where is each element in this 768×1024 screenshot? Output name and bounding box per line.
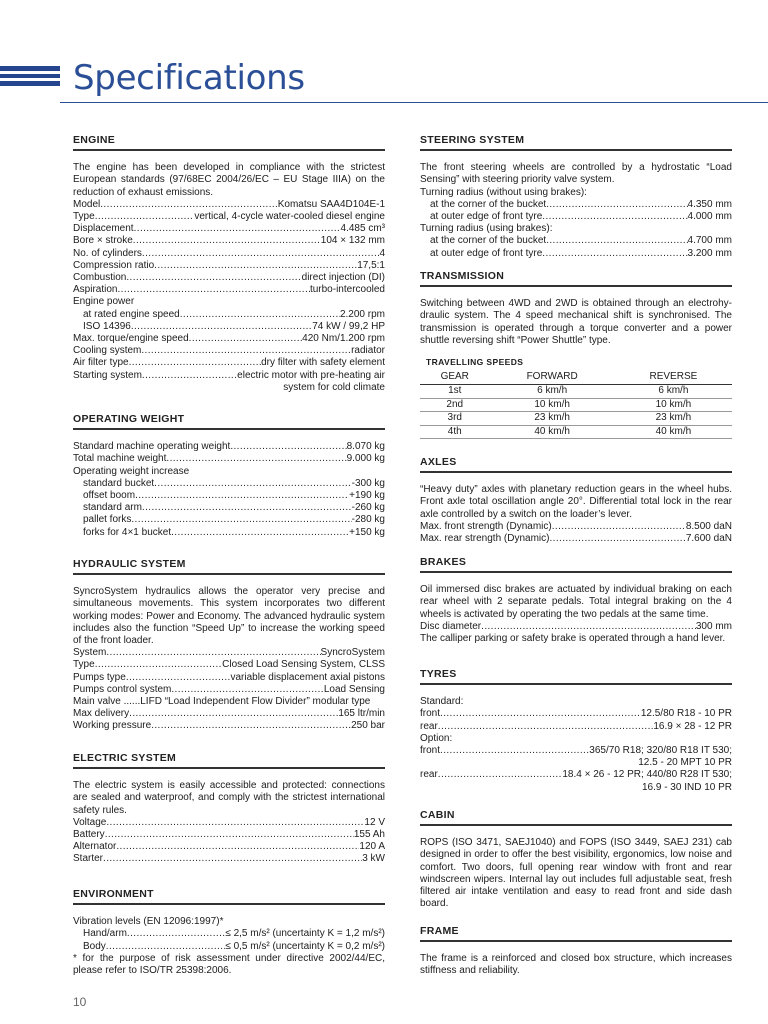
spec-value: 4.485 cm³	[340, 223, 385, 235]
footnote: * for the purpose of risk assessment under directive 2002/44/EC, please refer to ISO/TR 25398:2006.	[73, 952, 385, 977]
section-intro: Switching between 4WD and 2WD is obtained through an electrohy-draulic system. The 4 speed mechanical shift is synchronised. The transmission is operated through a torque converter and a power shuttle reversing shift “Power Shuttle” type.	[420, 298, 732, 346]
spec-row	[73, 357, 385, 369]
table-cell: 40 km/h	[489, 425, 614, 439]
spec-label: Body	[83, 940, 106, 952]
table-cell: 6 km/h	[615, 385, 732, 399]
spec-label: Max. rear strength (Dynamic)	[420, 533, 550, 545]
spec-value: 420 Nm/1.200 rpm	[302, 333, 385, 345]
spec-value: 3 kW	[362, 853, 385, 865]
spec-label: at the corner of the bucket	[430, 198, 547, 210]
spec-row	[73, 817, 385, 829]
spec-label: at outer edge of front tyre	[430, 247, 543, 259]
page-number: 10	[73, 995, 87, 1009]
spec-value: direct injection (DI)	[301, 272, 385, 284]
spec-value: 12 V	[364, 816, 385, 828]
transmission-section	[420, 270, 732, 439]
spec-value: 104 × 132 mm	[320, 235, 385, 247]
tyres-section	[420, 668, 732, 794]
environment-section	[73, 888, 385, 977]
spec-row	[73, 321, 385, 333]
spec-label: pallet forks	[83, 514, 132, 526]
spec-label: front	[420, 708, 441, 720]
spec-value: Closed Load Sensing System, CLSS	[222, 659, 385, 671]
brakes-section	[420, 556, 732, 645]
spec-value: 8.070 kg	[346, 441, 385, 453]
spec-value: 120 A	[359, 841, 385, 853]
spec-row	[73, 708, 385, 720]
spec-row	[73, 223, 385, 235]
spec-value: vertical, 4-cycle water-cooled diesel engine	[194, 211, 385, 223]
section-heading: ENGINE	[73, 134, 385, 151]
spec-label: Combustion	[73, 272, 127, 284]
spec-label: Model	[73, 198, 101, 210]
spec-label: Starter	[73, 853, 104, 865]
spec-row	[420, 533, 732, 545]
spec-value: 12.5/80 R18 - 10 PR	[640, 708, 732, 720]
spec-row	[73, 841, 385, 853]
spec-label: Compression ratio	[73, 259, 155, 271]
spec-label: forks for 4×1 bucket	[83, 526, 172, 538]
table-cell: 1st	[420, 385, 489, 399]
spec-value: Load Sensing	[323, 683, 385, 695]
spec-row	[420, 521, 732, 533]
table-cell: 23 km/h	[615, 412, 732, 426]
column-header: GEAR	[420, 370, 489, 385]
section-intro: The front steering wheels are controlled by a hydrostatic “Load Sensing” with steering priority valve system.	[420, 162, 732, 186]
section-heading: FRAME	[420, 925, 732, 942]
spec-row: rear ..... 18.4 × 26 - 12 PR; 440/80 R28 IT 530;	[420, 769, 732, 781]
table-row	[420, 412, 732, 426]
spec-row	[73, 829, 385, 841]
table-cell: 2nd	[420, 398, 489, 412]
table-row	[420, 385, 732, 399]
spec-label: Total machine weight	[73, 453, 167, 465]
section-heading: CABIN	[420, 809, 732, 826]
spec-label: Max. front strength (Dynamic)	[420, 520, 552, 532]
section-heading: TRANSMISSION	[420, 270, 732, 287]
table-header-row	[420, 370, 732, 385]
spec-label: Pumps type	[73, 671, 126, 683]
spec-label: Main valve ......LIFD “Load Independent Flow Divider” modular type	[73, 696, 371, 708]
spec-value: 8.500 daN	[685, 520, 732, 532]
spec-row	[420, 708, 732, 720]
spec-row	[73, 272, 385, 284]
spec-row	[420, 248, 732, 260]
frame-section	[420, 925, 732, 978]
spec-value: 4.350 mm	[687, 198, 732, 210]
header-rule	[60, 102, 768, 103]
spec-row	[73, 941, 385, 953]
spec-label: Operating weight increase	[73, 465, 190, 477]
spec-label: Type	[73, 659, 95, 671]
spec-row	[73, 478, 385, 490]
spec-value: electric motor with pre-heating air	[237, 369, 385, 381]
spec-row	[73, 235, 385, 247]
spec-label: Standard:	[420, 696, 464, 708]
spec-label: Option:	[420, 732, 453, 744]
spec-row	[73, 684, 385, 696]
spec-label: Pumps control system	[73, 683, 172, 695]
spec-value: 4.000 mm	[687, 211, 732, 223]
spec-label: Type	[73, 211, 95, 223]
spec-label: Displacement	[73, 223, 134, 235]
column-header: REVERSE	[615, 370, 732, 385]
spec-row	[73, 647, 385, 659]
spec-row	[73, 928, 385, 940]
header-bars-decoration	[0, 66, 60, 92]
spec-continuation: 16.9 - 30 IND 10 PR	[641, 781, 732, 793]
spec-row	[73, 441, 385, 453]
spec-value: -300 kg	[351, 477, 385, 489]
spec-label: Turning radius (using brakes):	[420, 223, 553, 235]
table-cell: 4th	[420, 425, 489, 439]
spec-value: dry filter with safety element	[261, 357, 385, 369]
spec-row	[73, 696, 385, 708]
spec-value: 165 ltr/min	[338, 708, 385, 720]
axles-section	[420, 456, 732, 545]
cabin-section	[420, 809, 732, 910]
spec-value: 3.200 mm	[687, 247, 732, 259]
spec-label: Starting system	[73, 369, 142, 381]
spec-value: 74 kW / 99,2 HP	[312, 320, 385, 332]
spec-row	[73, 659, 385, 671]
section-intro: The engine has been developed in compliance with the strictest European standards (97/68EC 2004/26/EC – EU Stage IIIA) on the reduction of exhaust emissions.	[73, 162, 385, 198]
spec-row	[420, 199, 732, 211]
spec-row	[73, 199, 385, 211]
spec-value: SyncroSystem	[320, 647, 385, 659]
spec-row	[73, 672, 385, 684]
page-title: Specifications	[73, 58, 305, 98]
spec-value: 17,5:1	[357, 259, 385, 271]
spec-label: Air filter type	[73, 357, 129, 369]
spec-value: 4.700 mm	[687, 235, 732, 247]
engine-section	[73, 134, 385, 394]
electric-section	[73, 752, 385, 866]
section-heading: TYRES	[420, 668, 732, 685]
spec-value: radiator	[351, 345, 385, 357]
section-intro: The electric system is easily accessible and protected: connections are sealed and waterproof, and comply with the strictest international safety rules.	[73, 780, 385, 816]
spec-label: Standard machine operating weight	[73, 441, 231, 453]
spec-label: Bore × stroke	[73, 235, 133, 247]
table-cell: 10 km/h	[489, 398, 614, 412]
spec-row: Disc diameter ..... 300 mm	[420, 621, 732, 633]
spec-value: Komatsu SAA4D104E-1	[277, 198, 385, 210]
spec-label: Voltage	[73, 816, 107, 828]
spec-label: Turning radius (without using brakes):	[420, 186, 587, 198]
operating-weight-section	[73, 413, 385, 539]
spec-continuation: system for cold climate	[283, 381, 385, 393]
spec-value: variable displacement axial pistons	[230, 671, 385, 683]
spec-label: rear	[420, 720, 438, 732]
table-caption: TRAVELLING SPEEDS	[426, 357, 524, 368]
spec-label: standard arm	[83, 502, 142, 514]
spec-row	[73, 527, 385, 539]
spec-continuation: 12.5 - 20 MPT 10 PR	[638, 757, 732, 769]
table-cell: 40 km/h	[615, 425, 732, 439]
spec-value: -260 kg	[351, 502, 385, 514]
spec-label: offset boom	[83, 490, 136, 502]
table-cell: 3rd	[420, 412, 489, 426]
spec-value: 250 bar	[351, 720, 385, 732]
spec-label: Vibration levels (EN 12096:1997)*	[73, 916, 224, 928]
spec-row	[73, 284, 385, 296]
section-heading: AXLES	[420, 456, 732, 473]
spec-row	[73, 211, 385, 223]
section-intro: ROPS (ISO 3471, SAEJ1040) and FOPS (ISO 3449, SAEJ 231) cab designed in order to offer the best visibility, ergonomics, low noise and comfort. Two doors, full opening rear window with front and rear windscreen wipers. Internal lay out includes full adjustable seat, fresh filtered air intake ventilation and easy to read front and side dash board.	[420, 837, 732, 910]
spec-row	[73, 502, 385, 514]
spec-label: Max. torque/engine speed	[73, 333, 189, 345]
travelling-speeds-table	[420, 370, 732, 439]
table-cell: 10 km/h	[615, 398, 732, 412]
spec-value: ≤ 2,5 m/s² (uncertainty K = 1,2 m/s²)	[225, 928, 385, 940]
spec-label: Engine power	[73, 296, 135, 308]
spec-value: -280 kg	[351, 514, 385, 526]
spec-row	[420, 235, 732, 247]
table-cell: 23 km/h	[489, 412, 614, 426]
spec-label: No. of cylinders	[73, 247, 142, 259]
hydraulic-section	[73, 558, 385, 733]
spec-row	[73, 720, 385, 732]
spec-label: Alternator	[73, 841, 117, 853]
section-heading: OPERATING WEIGHT	[73, 413, 385, 430]
spec-value: 9.000 kg	[346, 453, 385, 465]
spec-value: +190 kg	[349, 490, 385, 502]
spec-row	[73, 453, 385, 465]
spec-value: +150 kg	[349, 526, 385, 538]
section-heading: HYDRAULIC SYSTEM	[73, 558, 385, 575]
spec-row	[73, 333, 385, 345]
column-header: FORWARD	[489, 370, 614, 385]
section-heading: BRAKES	[420, 556, 732, 573]
spec-value: 2.200 rpm	[339, 308, 385, 320]
spec-value: turbo-intercooled	[309, 284, 385, 296]
spec-value: 7.600 daN	[685, 533, 732, 545]
spec-label: Battery	[73, 829, 105, 841]
table-row	[420, 425, 732, 439]
spec-row	[73, 248, 385, 260]
steering-section	[420, 134, 732, 260]
spec-row	[420, 211, 732, 223]
spec-label: Max delivery	[73, 708, 130, 720]
section-note: The calliper parking or safety brake is operated through a hand lever.	[420, 633, 726, 645]
table-row	[420, 398, 732, 412]
spec-label: System	[73, 647, 107, 659]
spec-row	[73, 345, 385, 357]
spec-row	[73, 370, 385, 382]
spec-label: Hand/arm	[83, 928, 127, 940]
spec-value: 4	[379, 247, 385, 259]
table-cell: 6 km/h	[489, 385, 614, 399]
spec-row	[420, 721, 732, 733]
spec-label: Cooling system	[73, 345, 142, 357]
section-intro: “Heavy duty” axles with planetary reduction gears in the wheel hubs. Front axle total oscillation angle 20°. Differential total lock in the rear axle controlled by a switch on the loader’s lever.	[420, 484, 732, 520]
spec-label: ISO 14396	[83, 320, 131, 332]
spec-row: front ..... 365/70 R18; 320/80 R18 IT 530;	[420, 745, 732, 757]
section-intro: Oil immersed disc brakes are actuated by individual braking on each rear wheel with 2 separate pedals. Total integral braking on the 4 wheels is activated by operating the two pedals at the same time.	[420, 584, 732, 620]
spec-label: at outer edge of front tyre	[430, 211, 543, 223]
spec-row	[73, 490, 385, 502]
spec-label: Aspiration	[73, 284, 118, 296]
section-heading: ELECTRIC SYSTEM	[73, 752, 385, 769]
spec-row	[73, 309, 385, 321]
section-heading: STEERING SYSTEM	[420, 134, 732, 151]
spec-row	[73, 853, 385, 865]
spec-label: at rated engine speed	[83, 308, 180, 320]
spec-row	[73, 514, 385, 526]
section-intro: SyncroSystem hydraulics allows the operator very precise and simultaneous movements. This system incorporates two different working modes: Power and Economy. The advanced hydraulic system includes also the function “Speed Up” to increase the working speed of the front loader.	[73, 586, 385, 647]
spec-value: 155 Ah	[353, 829, 385, 841]
section-heading: ENVIRONMENT	[73, 888, 385, 905]
spec-value: ≤ 0,5 m/s² (uncertainty K = 0,2 m/s²)	[225, 940, 385, 952]
spec-label: standard bucket	[83, 477, 155, 489]
spec-label: Working pressure	[73, 720, 152, 732]
spec-row	[73, 260, 385, 272]
section-intro: The frame is a reinforced and closed box structure, which increases stiffness and reliability.	[420, 953, 732, 977]
spec-label: at the corner of the bucket	[430, 235, 547, 247]
spec-value: 16.9 × 28 - 12 PR	[653, 720, 732, 732]
